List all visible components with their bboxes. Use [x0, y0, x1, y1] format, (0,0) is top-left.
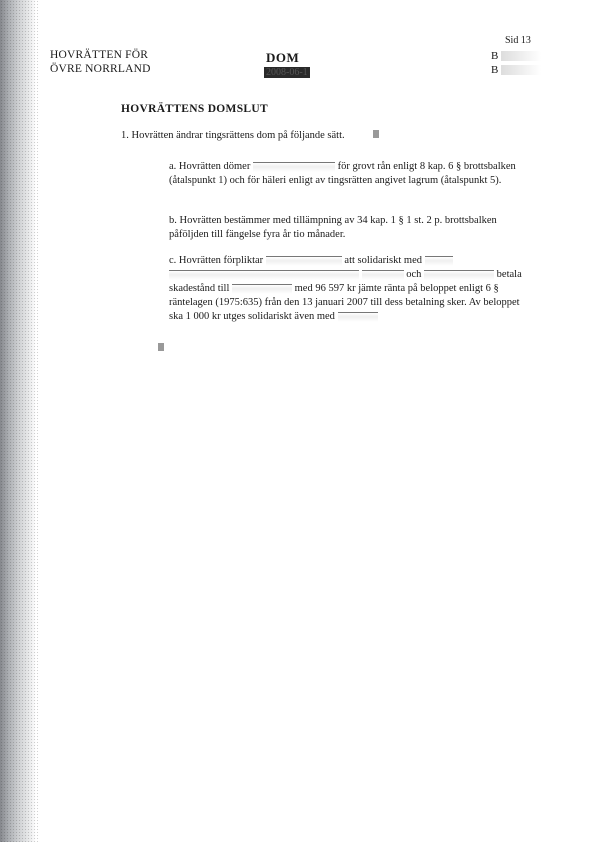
page-number: Sid 13: [505, 35, 531, 46]
court-name: [50, 48, 151, 76]
paragraph-a-part2: för grovt rån enligt 8 kap. 6 § brottsbalken (åtalspunkt 1) och för häleri enligt av tingsrätten angivet lagrum (åtalspunkt 5).: [169, 161, 516, 186]
court-name-line1: HOVRÄTTEN FÖR: [50, 49, 149, 61]
paragraph-c-part2: att solidariskt med: [344, 255, 422, 266]
paragraph-c-part4: betala skadestånd till: [169, 269, 522, 294]
section-title: HOVRÄTTENS DOMSLUT: [121, 103, 268, 115]
paragraph-a: [169, 160, 529, 188]
paragraph-b-text: b. Hovrätten bestämmer med tillämpning av 34 kap. 1 § 1 st. 2 p. brottsbalken påföljden till fängelse fyra år tio månader.: [169, 215, 497, 240]
paragraph-b: [169, 214, 529, 242]
document-type: DOM: [266, 50, 300, 65]
paragraph-c-part5: med 96 597 kr jämte ränta på beloppet enligt 6 § räntelagen (1975:635) från den 13 januari 2007 till dess betalning sker. Av beloppet ska 1 000 kr utges solidariskt även med: [169, 283, 520, 322]
redaction-mark: [501, 51, 541, 61]
paragraph-a-part1: a. Hovrätten dömer: [169, 161, 251, 172]
redaction-mark: [338, 312, 378, 322]
case-ref-line1: B: [491, 50, 499, 62]
court-name-line2: ÖVRE NORRLAND: [50, 63, 151, 75]
redaction-mark: [362, 270, 404, 280]
scan-speck: [373, 130, 379, 138]
redaction-mark: [266, 256, 342, 266]
redaction-mark: [232, 284, 292, 294]
case-ref-line2: B: [491, 64, 499, 76]
paragraph-c-part1: c. Hovrätten förpliktar: [169, 255, 264, 266]
document-date: 2008-06-1: [266, 67, 308, 78]
scan-speck: [158, 343, 164, 351]
case-reference: [491, 49, 541, 77]
redaction-mark: [424, 270, 494, 280]
redaction-mark: [425, 256, 453, 266]
redaction-mark: [169, 270, 359, 280]
paragraph-c: [169, 254, 529, 324]
ruling-intro: 1. Hovrätten ändrar tingsrättens dom på följande sätt.: [121, 130, 345, 141]
redaction-mark: [501, 65, 541, 75]
scan-noise: [0, 0, 40, 842]
paragraph-c-part3: och: [406, 269, 422, 280]
redaction-mark: [253, 162, 335, 172]
